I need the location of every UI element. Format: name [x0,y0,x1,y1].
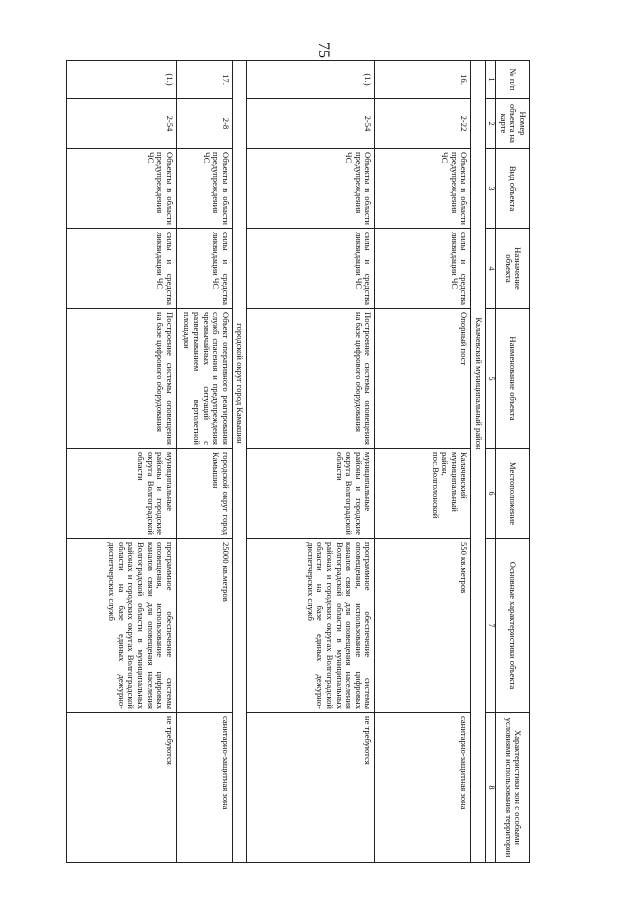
object-name: Построение системы оповещения на базе цифрового оборудования [247,309,375,449]
header-cell: Основные характеристики объекта [496,539,530,713]
column-number: 2 [486,99,496,149]
object-characteristics: программное обеспечение системы оповещения, использование цифровых каналов связи для оповещения населения Волгоградской области в муниципальных районах и городских округах Волгоградской области на базе единых дежурно-диспетчерских служб [247,539,375,713]
header-row [496,61,530,863]
object-location: Калачевский муниципальный район, пос.Волголонской [375,449,471,539]
table-row [375,61,471,863]
object-purpose: силы и средства ликвидации ЧС [176,229,232,309]
header-cell: Наименование объекта [496,309,530,449]
object-purpose: силы и средства ликвидации ЧС [66,229,176,309]
column-number: 3 [486,149,496,229]
zone-characteristics: не требуются [247,713,375,863]
map-number: 2-54 [66,99,176,149]
map-number: 2-8 [176,99,232,149]
page-number: 75 [315,42,332,58]
rotated-table-wrapper [106,60,530,862]
object-characteristics: 25000 кв.метров [176,539,232,713]
column-number-row [486,61,496,863]
section-title: городской округ город Камышин [232,229,247,539]
header-cell: № п/п [496,61,530,99]
object-name: Построение системы оповещения на базе цифрового оборудования [66,309,176,449]
header-cell: Назначение объекта [496,229,530,309]
header-cell: Местоположение [496,449,530,539]
row-index: 17. [176,61,232,99]
objects-table [66,60,530,863]
zone-characteristics: санитарно-защитная зона [176,713,232,863]
object-type: Объекты в области предупреждения ЧС [375,149,471,229]
object-purpose: силы и средства ликвидации ЧС [247,229,375,309]
object-type: Объекты в области предупреждения ЧС [176,149,232,229]
row-index: 16. [375,61,471,99]
zone-characteristics: не требуются [66,713,176,863]
column-number: 5 [486,309,496,449]
row-index: (1.) [66,61,176,99]
object-characteristics: программное обеспечение системы оповещения, использование цифровых каналов связи для оповещения населения Волгоградской области в муниципальных районах и городских округах Волгоградской области на базе единых дежурно-диспетчерских служб [66,539,176,713]
table-row [176,61,232,863]
table-row [66,61,176,863]
object-location: городской округ город Камышин [176,449,232,539]
column-number: 8 [486,713,496,863]
object-type: Объекты в области предупреждения ЧС [247,149,375,229]
column-number: 4 [486,229,496,309]
column-number: 6 [486,449,496,539]
object-location: муниципальные районы и городские округа Волгоградской области [247,449,375,539]
object-purpose: силы и средства ликвидации ЧС [375,229,471,309]
table-row [247,61,375,863]
header-cell: Вид объекта [496,149,530,229]
object-name: Объект оперативного реагирования служб спасения и предупреждения чрезвычайных ситуаций с развертыванием вертолетной площадки [176,309,232,449]
object-location: муниципальные районы и городские округа Волгоградской области [66,449,176,539]
header-cell: Номер объекта на карте [496,99,530,149]
zone-characteristics: санитарно-защитная зона [375,713,471,863]
row-index: (1.) [247,61,375,99]
header-cell: Характеристики зон с особыми условиями использования территории [496,713,530,863]
column-number: 7 [486,539,496,713]
object-name: Опорный пост [375,309,471,449]
section-row [232,61,247,863]
map-number: 2-54 [247,99,375,149]
object-characteristics: 550 кв.метров [375,539,471,713]
map-number: 2-22 [375,99,471,149]
section-row [471,61,486,863]
column-number: 1 [486,61,496,99]
section-title: Калачевский муниципальный район [471,229,486,539]
object-type: Объекты в области предупреждения ЧС [66,149,176,229]
